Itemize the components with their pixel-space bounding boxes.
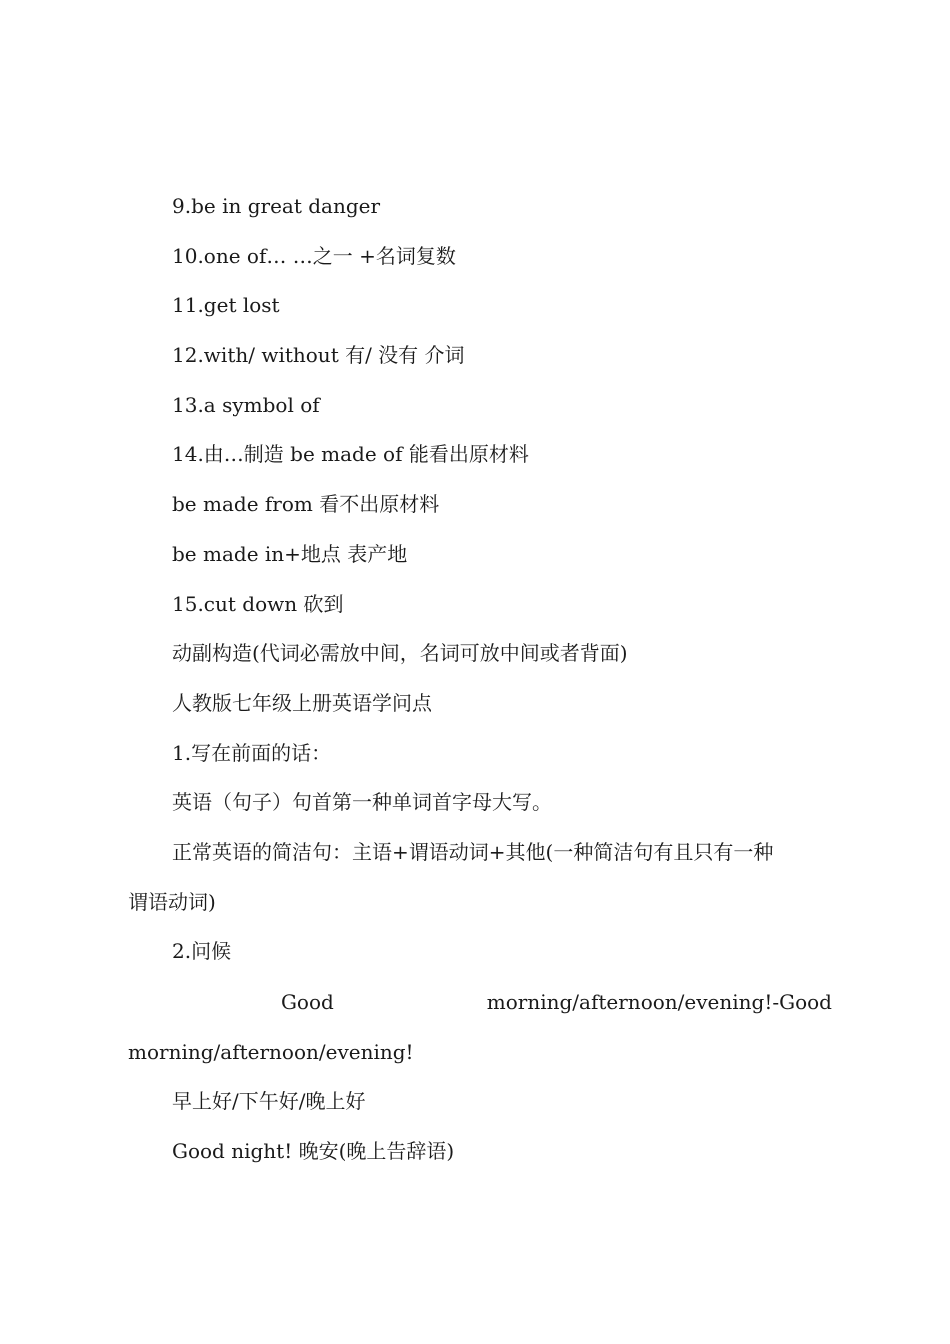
text-line: 11.get lost: [172, 293, 280, 317]
text-line: 14.由…制造 be made of 能看出原材料: [172, 442, 529, 466]
text-line: 2.问候: [172, 939, 232, 963]
text-line: 谓语动词): [128, 890, 216, 914]
text-line: 早上好/下午好/晚上好: [172, 1089, 366, 1113]
text-line: be made from 看不出原材料: [172, 492, 440, 516]
greeting-line: [128, 989, 832, 1015]
text-line: 15.cut down 砍到: [172, 592, 344, 616]
heading-line: 人教版七年级上册英语学问点: [172, 691, 432, 715]
text-line: 12.with/ without 有/ 没有 介词: [172, 343, 465, 367]
text-line: be made in+地点 表产地: [172, 542, 408, 566]
text-line: morning/afternoon/evening!: [128, 1040, 414, 1064]
text-line: 13.a symbol of: [172, 393, 320, 417]
greeting-word-good: Good: [280, 990, 334, 1014]
text-line: Good night! 晚安(晚上告辞语): [172, 1139, 455, 1163]
text-line: 正常英语的简洁句：主语+谓语动词+其他(一种简洁句有且只有一种: [172, 840, 774, 864]
text-line: 动副构造(代词必需放中间，名词可放中间或者背面): [172, 641, 628, 665]
text-line: 英语（句子）句首第一种单词首字母大写。: [172, 790, 552, 814]
text-line: 1.写在前面的话：: [172, 741, 332, 765]
text-line: 9.be in great danger: [172, 194, 381, 218]
greeting-word-times: morning/afternoon/evening!-Good: [486, 990, 832, 1014]
text-line: 10.one of… …之一 +名词复数: [172, 244, 456, 268]
